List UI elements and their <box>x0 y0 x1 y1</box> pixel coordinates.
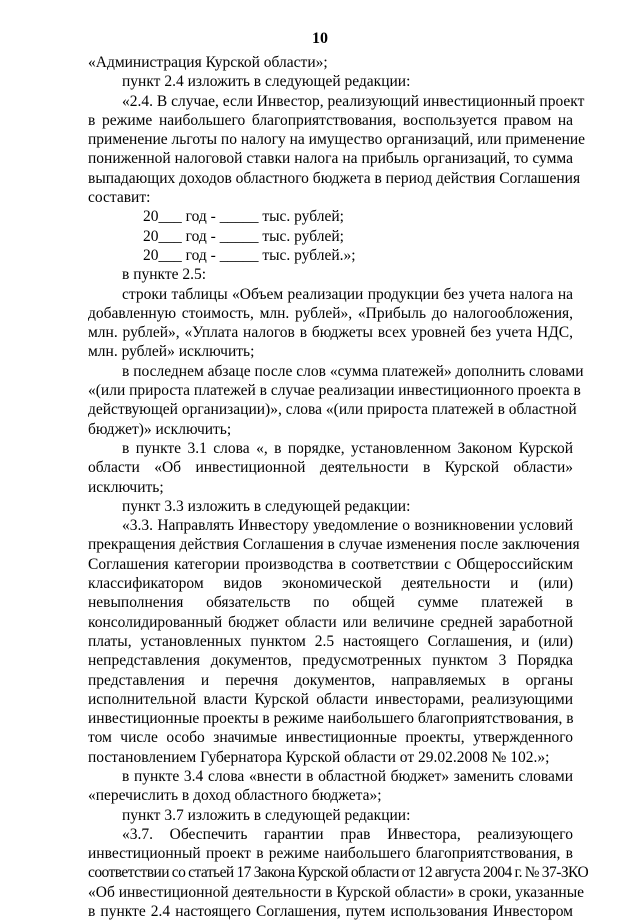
text-line: классификатором видов экономической деятельности и (или) <box>88 575 573 593</box>
text-line: добавленную стоимость, млн. рублей», «Прибыль до налогообложения, <box>88 304 573 322</box>
text-line: выпадающих доходов областного бюджета в период действия Соглашения <box>88 169 581 187</box>
text-line: применение льготы по налогу на имущество организаций, или применение <box>88 131 586 149</box>
paragraph <box>88 767 573 806</box>
text-line: консолидированный бюджет области или величине средней заработной <box>88 613 573 631</box>
text-line: инвестиционный проект в режиме наибольшего благоприятствования, в <box>88 845 573 863</box>
text-line: пункт 3.3 изложить в следующей редакции: <box>122 497 411 515</box>
text-line: «2.4. В случае, если Инвестор, реализующий инвестиционный проект <box>122 92 585 110</box>
text-line: строки таблицы «Объем реализации продукции без учета налога на <box>122 285 573 303</box>
text-line: в пункте 2.5: <box>122 266 207 284</box>
paragraph <box>88 72 573 91</box>
text-line: «Администрация Курской области»; <box>88 54 328 71</box>
page-number: 10 <box>312 30 328 47</box>
text-line: «Об инвестиционной деятельности в Курской области» в сроки, указанные <box>88 883 584 901</box>
paragraph <box>88 265 573 284</box>
amount-template-line: 20___ год - _____ тыс. рублей; <box>143 208 344 226</box>
text-line: пункт 3.7 изложить в следующей редакции: <box>122 806 411 824</box>
text-line: в режиме наибольшего благоприятствования, воспользуется правом на <box>88 111 573 129</box>
text-line: том числе особо значимые инвестиционные проекты, утвержденного <box>88 729 573 747</box>
amount-template-line: 20___ год - _____ тыс. рублей.»; <box>143 246 356 264</box>
text-line: инвестиционные проекты в режиме наибольшего благоприятствования, в <box>88 710 574 728</box>
text-line: Соглашения категории производства в соответствии с Общероссийским <box>88 555 573 573</box>
text-line: невыполнения обязательств по общей сумме платежей в <box>88 594 573 612</box>
text-line: «(или прироста платежей в случае реализации инвестиционного проекта в <box>88 382 581 400</box>
text-line: в пункте 2.4 настоящего Соглашения, путем использования Инвестором <box>88 903 573 921</box>
text-line: в пункте 3.1 слова «, в порядке, установленном Законом Курской <box>122 439 573 457</box>
paragraph <box>88 362 584 439</box>
text-line: области «Об инвестиционной деятельности в Курской области» <box>88 459 573 477</box>
text-line: в пункте 3.4 слова «внести в областной бюджет» заменить словами <box>122 767 573 785</box>
paragraph <box>88 53 573 72</box>
text-line: представления и перечня документов, направляемых в органы <box>88 671 573 689</box>
text-line: «3.3. Направлять Инвестору уведомление о возникновении условий <box>122 517 573 535</box>
text-line: «перечислить в доход областного бюджета»; <box>88 787 382 805</box>
paragraph <box>88 806 573 825</box>
paragraph <box>88 497 573 516</box>
text-line: платы, установленных пунктом 2.5 настоящего Соглашения, и (или) <box>88 632 573 650</box>
text-line: соответствии со статьей 17 Закона Курской области от 12 августа 2004 г. № 37-ЗКО <box>88 864 589 882</box>
text-line: исполнительной власти Курской области инвесторами, реализующими <box>88 690 573 708</box>
document-body <box>88 53 589 921</box>
paragraph <box>88 92 586 208</box>
paragraph <box>88 516 580 767</box>
text-line: прекращения действия Соглашения в случае изменения после заключения <box>88 536 580 554</box>
text-line: непредставления документов, предусмотренных пунктом 3 Порядка <box>88 652 573 670</box>
paragraph <box>88 285 573 362</box>
text-line: в последнем абзаце после слов «сумма платежей» дополнить словами <box>122 362 584 380</box>
text-line: пункт 2.4 изложить в следующей редакции: <box>122 73 411 91</box>
amount-template-line: 20___ год - _____ тыс. рублей; <box>143 227 344 245</box>
text-line: составит: <box>88 189 151 207</box>
text-line: постановлением Губернатора Курской области от 29.02.2008 № 102.»; <box>88 748 550 766</box>
text-line: пониженной налоговой ставки налога на прибыль организаций, то сумма <box>88 150 573 168</box>
text-line: исключить; <box>88 478 164 496</box>
text-line: млн. рублей», «Уплата налогов в бюджеты всех уровней без учета НДС, <box>88 324 573 342</box>
text-line: действующей организации)», слова «(или прироста платежей в областной <box>88 401 577 419</box>
text-line: млн. рублей» исключить; <box>88 343 255 361</box>
paragraph <box>88 439 573 497</box>
text-line: бюджет)» исключить; <box>88 420 232 438</box>
paragraph <box>88 825 589 921</box>
text-line: «3.7. Обеспечить гарантии прав Инвестора, реализующего <box>122 825 573 843</box>
